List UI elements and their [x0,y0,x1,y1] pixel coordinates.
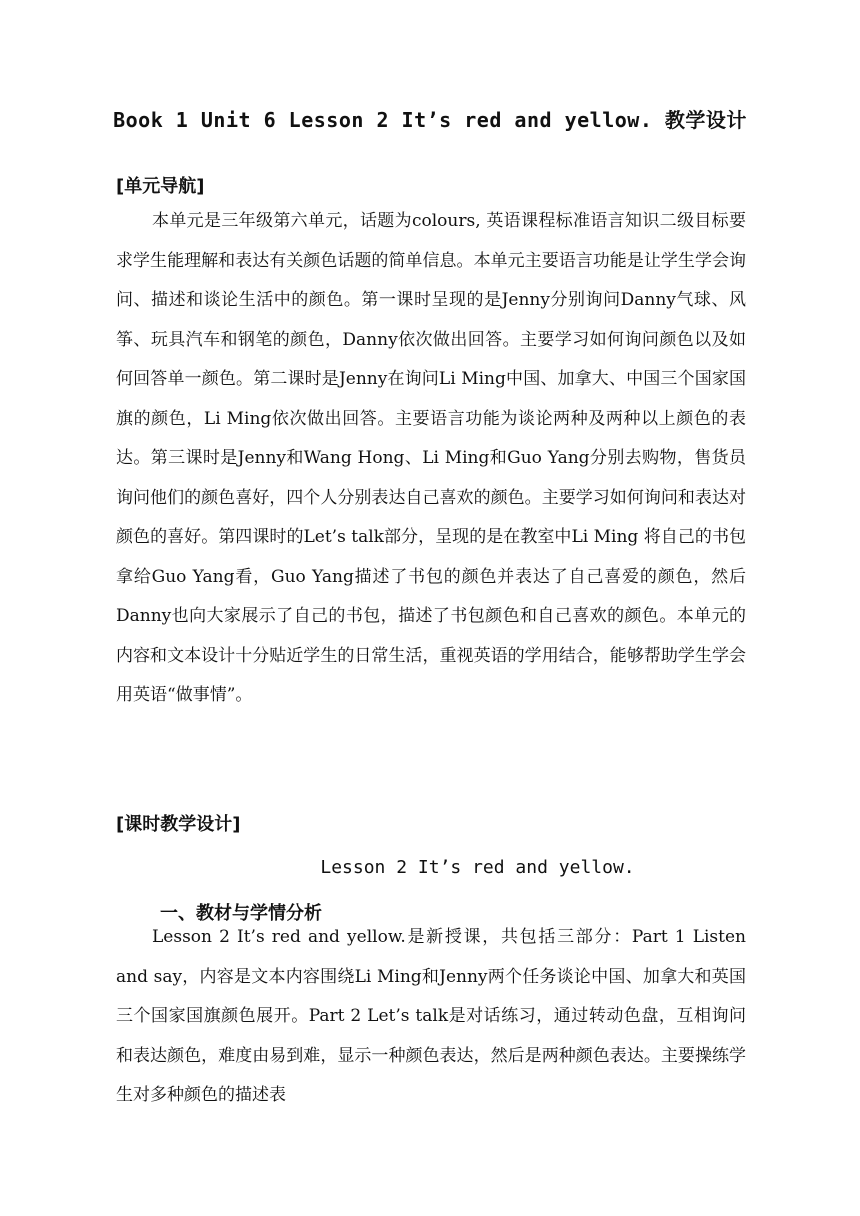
unit-nav-paragraph: 本单元是三年级第六单元，话题为colours, 英语课程标准语言知识二级目标要求学生能理解和表达有关颜色话题的简单信息。本单元主要语言功能是让学生学会询问、描述和谈论生活中的颜色。第一课时呈现的是Jenny分别询问Danny气球、风筝、玩具汽车和钢笔的颜色，Danny依次做出回答。主要学习如何询问颜色以及如何回答单一颜色。第二课时是Jenny在询问Li Ming中国、加拿大、中国三个国家国旗的颜色，Li Ming依次做出回答。主要语言功能为谈论两种及两种以上颜色的表达。第三课时是Jenny和Wang Hong、Li Ming和Guo Yang分别去购物，售货员询问他们的颜色喜好，四个人分别表达自己喜欢的颜色。主要学习如何询问和表达对颜色的喜好。第四课时的Let’s talk部分，呈现的是在教室中Li Ming 将自己的书包拿给Guo Yang看，Guo Yang描述了书包的颜色并表达了自己喜爱的颜色，然后Danny也向大家展示了自己的书包，描述了书包颜色和自己喜欢的颜色。本单元的内容和文本设计十分贴近学生的日常生活，重视英语的学用结合，能够帮助学生学会用英语“做事情”。 [116,211,746,705]
analysis-paragraph: Lesson 2 It’s red and yellow.是新授课，共包括三部分：Part 1 Listen and say，内容是文本内容围绕Li Ming和Jenny两个任务谈论中国、加拿大和英国三个国家国旗颜色展开。Part 2 Let’s talk是对话练习，通过转动色盘，互相询问和表达颜色，难度由易到难，显示一种颜色表达，然后是两种颜色表达。主要操练学生对多种颜色的描述表 [116,927,746,1105]
lesson-design-heading: [课时教学设计] [116,814,241,835]
unit-nav-heading: [单元导航] [116,176,205,197]
section-heading-analysis: 一、教材与学情分析 [160,903,322,924]
document-title: Book 1 Unit 6 Lesson 2 It’s red and yellow. 教学设计 [113,108,747,132]
lesson-title: Lesson 2 It’s red and yellow. [320,857,635,878]
